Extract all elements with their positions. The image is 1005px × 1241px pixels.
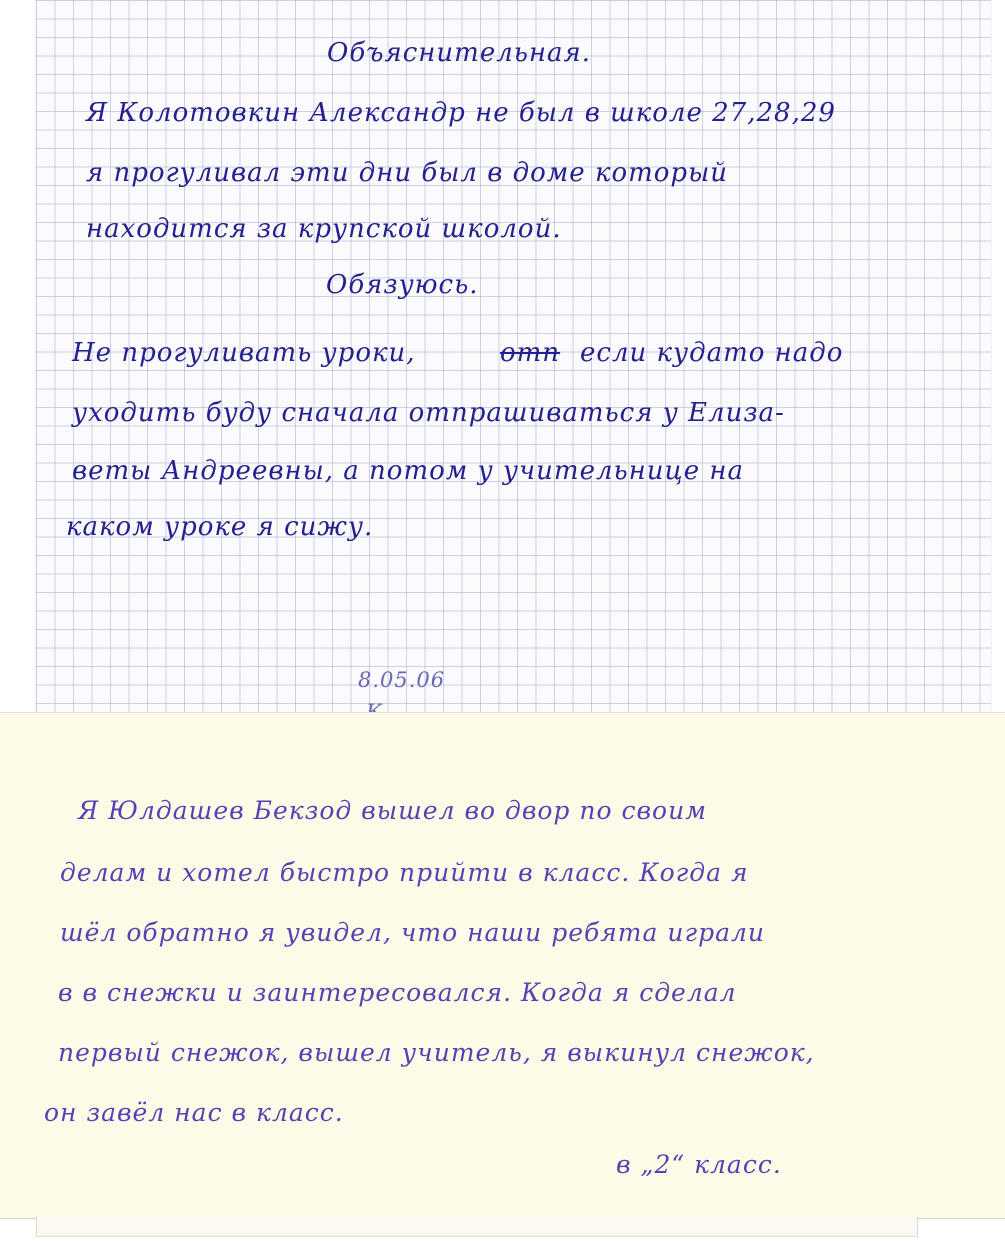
paper-edge: [36, 1216, 918, 1237]
crossed-out-word: отп: [500, 338, 561, 368]
note-line: первый снежок, вышел учитель, я выкинул снежок,: [58, 1038, 815, 1067]
note-line: он завёл нас в класс.: [44, 1098, 344, 1127]
note-title: Объяснительная.: [327, 38, 592, 68]
note-line: находится за крупской школой.: [86, 214, 562, 244]
class-label: в „2“ класс.: [616, 1150, 782, 1179]
note-line: в в снежки и заинтересовался. Когда я сделал: [58, 978, 737, 1007]
note-line: если кудато надо: [580, 338, 844, 368]
note-line: делам и хотел быстро прийти в класс. Когда я: [60, 858, 749, 887]
note-line: я прогуливал эти дни был в доме который: [86, 158, 728, 188]
note-line: Я Колотовкин Александр не был в школе 27,28,29: [86, 98, 836, 128]
note-line: Я Юлдашев Бекзод вышел во двор по своим: [78, 796, 707, 825]
note-line: Не прогуливать уроки,: [72, 338, 416, 368]
note-line: каком уроке я сижу.: [66, 512, 374, 542]
yellow-paper-note: [0, 712, 1005, 1219]
note-date: 8.05.06: [358, 668, 446, 692]
note-line: веты Андреевны, а потом у учительнице на: [72, 456, 744, 486]
note-line: шёл обратно я увидел, что наши ребята играли: [60, 918, 766, 947]
note-line: уходить буду сначала отпрашиваться у Елиза-: [72, 398, 785, 428]
note-heading: Обязуюсь.: [326, 270, 479, 300]
